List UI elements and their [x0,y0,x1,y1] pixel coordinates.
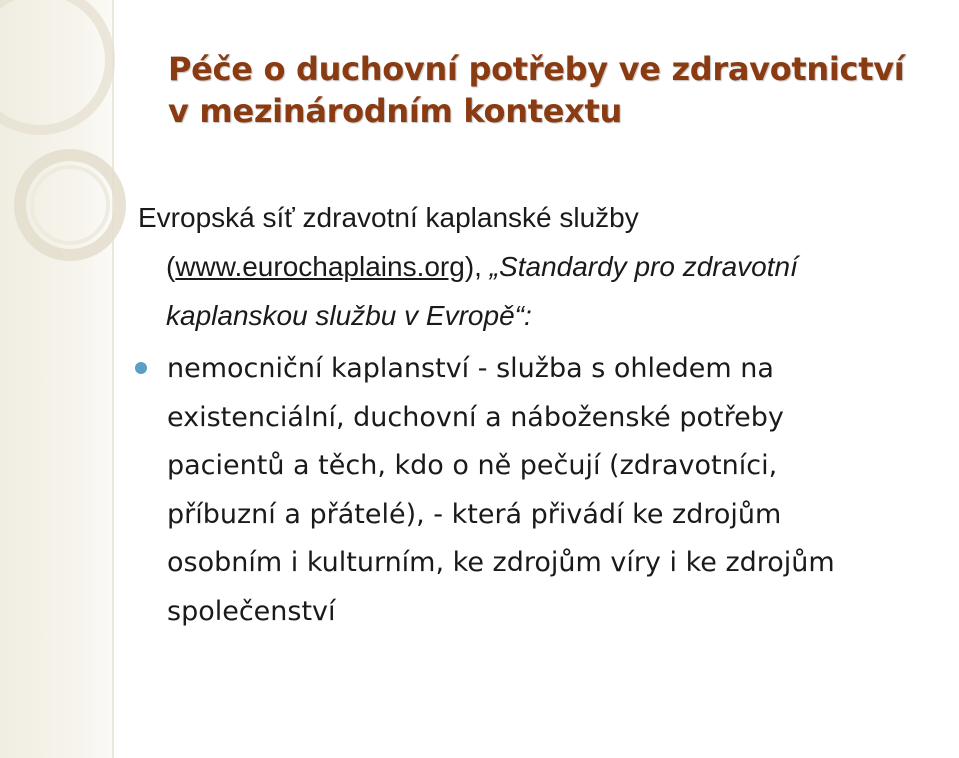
standards-title-part-1: „Standardy pro zdravotní [489,251,798,282]
bullet-line-1: nemocniční kaplanství - služba s ohledem na [167,353,774,384]
bullet-line-5: osobním i kulturním, ke zdrojům víry i ke zdrojům [167,547,835,578]
intro-text [138,193,953,340]
standards-title-part-2: kaplanskou službu v Evropě“: [166,300,532,331]
paren-close: ), [464,251,490,282]
slide-title [168,48,904,132]
slide-title-line-1: Péče o duchovní potřeby ve zdravotnictví [168,50,905,88]
bullet-line-6: společenství [167,595,336,627]
bullet-line-3: pacientů a těch, kdo o ně pečují (zdravotníci, [167,450,778,481]
intro-line-2 [138,242,953,291]
bullet-line-2: existenciální, duchovní a náboženské potřeby [167,401,784,433]
bullet-dot-icon [135,362,147,374]
paren-open: ( [166,251,176,282]
eurochaplains-link[interactable]: www.eurochaplains.org [175,251,465,282]
intro-line-1: Evropská síť zdravotní kaplanské služby [138,202,639,233]
slide-title-line-2: v mezinárodním kontextu [168,92,622,130]
bullet-item [135,345,955,636]
bullet-text [167,345,955,636]
bullet-line-4: příbuzní a přátelé), - která přivádí ke zdrojům [167,498,782,530]
